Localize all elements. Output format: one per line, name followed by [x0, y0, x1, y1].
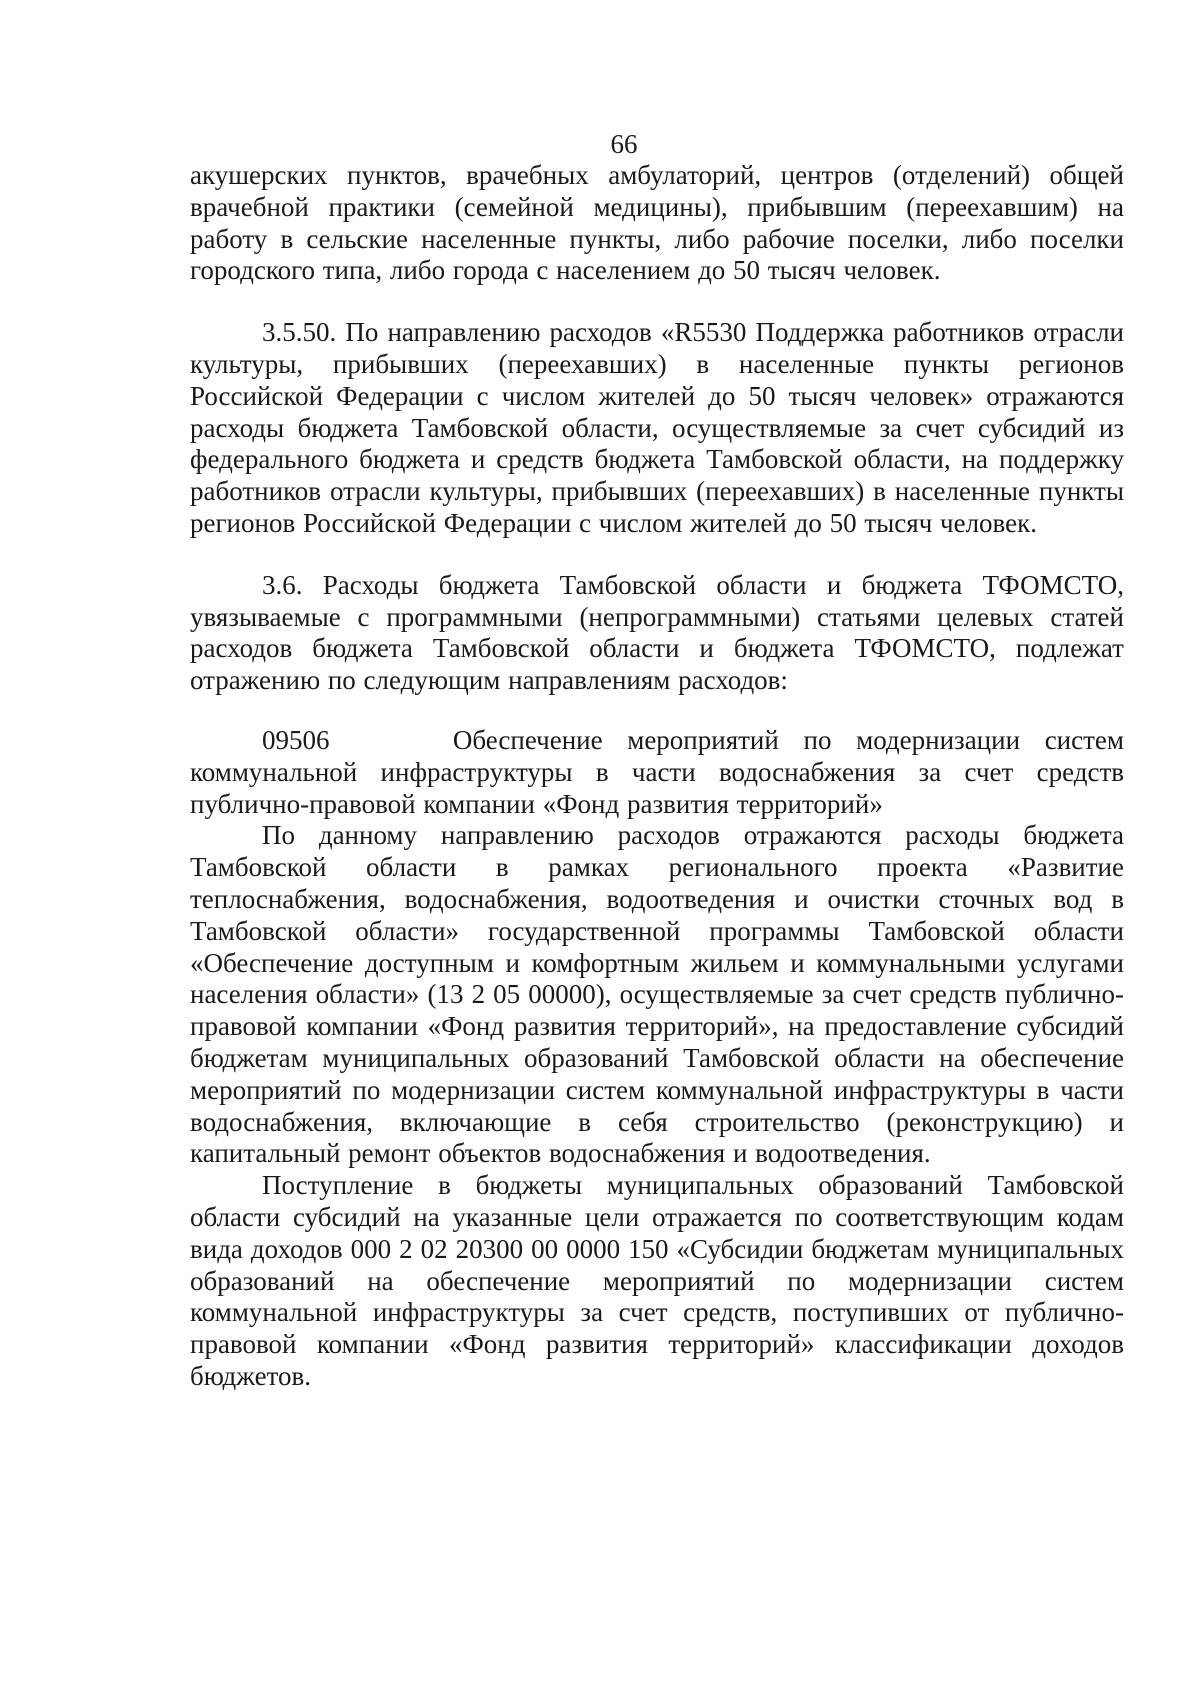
expense-title: Обеспечение мероприятий по модернизации систем коммунальной инфраструктуры в части водоснабжения за счет средств публично-правовой компании «Фонд развития территорий»	[190, 724, 1124, 819]
paragraph-09506-title	[190, 725, 1124, 820]
expense-code: 09506	[262, 724, 330, 755]
paragraph-09506-income: Поступление в бюджеты муниципальных образований Тамбовской области субсидий на указанные цели отражается по соответствующим кодам вида доходов 000 2 02 20300 00 0000 150 «Субсидии бюджетам муниципальных образований на обеспечение мероприятий по модернизации систем коммунальной инфраструктуры за счет средств, поступивших от публично-правовой компании «Фонд развития территорий» классификации доходов бюджетов.	[190, 1170, 1124, 1391]
paragraph-09506-description: По данному направлению расходов отражаются расходы бюджета Тамбовской области в рамках регионального проекта «Развитие теплоснабжения, водоснабжения, водоотведения и очистки сточных вод в Тамбовской области» государственной программы Тамбовской области «Обеспечение доступным и комфортным жильем и коммунальными услугами населения области» (13 2 05 00000), осуществляемые за счет средств публично-правовой компании «Фонд развития территорий», на предоставление субсидий бюджетам муниципальных образований Тамбовской области на обеспечение мероприятий по модернизации систем коммунальной инфраструктуры в части водоснабжения, включающие в себя строительство (реконструкцию) и капитальный ремонт объектов водоснабжения и водоотведения.	[190, 820, 1124, 1169]
paragraph-3-6: 3.6. Расходы бюджета Тамбовской области и бюджета ТФОМСТО, увязываемые с программными (непрограммными) статьями целевых статей расходов бюджета Тамбовской области и бюджета ТФОМСТО, подлежат отражению по следующим направлениям расходов:	[190, 569, 1124, 696]
paragraph-continuation: акушерских пунктов, врачебных амбулаторий, центров (отделений) общей врачебной практики (семейной медицины), прибывшим (переехавшим) на работу в сельские населенные пункты, либо рабочие поселки, либо поселки городского типа, либо города с населением до 50 тысяч человек.	[190, 160, 1124, 286]
paragraph-3-5-50: 3.5.50. По направлению расходов «R5530 Поддержка работников отрасли культуры, прибывших (переехавших) в населенные пункты регионов Российской Федерации с числом жителей до 50 тысяч человек» отражаются расходы бюджета Тамбовской области, осуществляемые за счет субсидий из федерального бюджета и средств бюджета Тамбовской области, на поддержку работников отрасли культуры, прибывших (переехавших) в населенные пункты регионов Российской Федерации с числом жителей до 50 тысяч человек.	[190, 317, 1124, 538]
document-body	[190, 160, 1124, 1393]
page-number: 66	[610, 129, 638, 159]
